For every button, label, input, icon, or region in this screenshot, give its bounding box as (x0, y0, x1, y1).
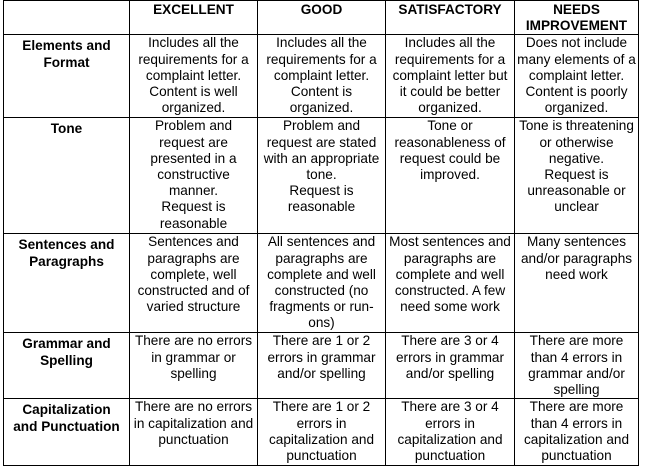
table-row-tone (4, 118, 639, 234)
cell-grammar-needs-improvement[interactable]: There are more than 4 errors in grammar and/or spelling (515, 333, 639, 399)
cell-tone-good[interactable]: Problem and request are stated with an appropriate tone. Request is reasonable (258, 118, 386, 234)
corner-cell (4, 1, 130, 35)
cell-tone-satisfactory[interactable]: Tone or reasonableness of request could be improved. (386, 118, 515, 234)
column-header-good: GOOD (258, 1, 386, 35)
cell-elements-excellent[interactable]: Includes all the requirements for a complaint letter. Content is well organized. (130, 35, 258, 118)
header-row (4, 1, 639, 35)
row-header-elements-format: Elements and Format (4, 35, 130, 118)
cell-grammar-satisfactory[interactable]: There are 3 or 4 errors in grammar and/or spelling (386, 333, 515, 399)
cell-sentences-good[interactable]: All sentences and paragraphs are complete and well constructed (no fragments or run-ons) (258, 234, 386, 333)
cell-sentences-needs-improvement[interactable]: Many sentences and/or paragraphs need work (515, 234, 639, 333)
cell-tone-excellent[interactable]: Problem and request are presented in a constructive manner. Request is reasonable (130, 118, 258, 234)
cell-grammar-good[interactable]: There are 1 or 2 errors in grammar and/or spelling (258, 333, 386, 399)
row-header-grammar-spelling: Grammar and Spelling (4, 333, 130, 399)
cell-sentences-excellent[interactable]: Sentences and paragraphs are complete, well constructed and of varied structure (130, 234, 258, 333)
cell-capitalization-excellent[interactable]: There are no errors in capitalization and punctuation (130, 399, 258, 466)
column-header-excellent: EXCELLENT (130, 1, 258, 35)
cell-sentences-satisfactory[interactable]: Most sentences and paragraphs are complete and well constructed. A few need some work (386, 234, 515, 333)
row-header-capitalization-punctuation: Capitalization and Punctuation (4, 399, 130, 466)
cell-capitalization-needs-improvement[interactable]: There are more than 4 errors in capitalization and punctuation (515, 399, 639, 466)
cell-capitalization-satisfactory[interactable]: There are 3 or 4 errors in capitalization and punctuation (386, 399, 515, 466)
column-header-needs-improvement: NEEDS IMPROVEMENT (515, 1, 639, 35)
cell-capitalization-good[interactable]: There are 1 or 2 errors in capitalization and punctuation (258, 399, 386, 466)
row-header-sentences-paragraphs: Sentences and Paragraphs (4, 234, 130, 333)
cell-elements-good[interactable]: Includes all the requirements for a complaint letter. Content is organized. (258, 35, 386, 118)
table-row-sentences-paragraphs (4, 234, 639, 333)
cell-grammar-excellent[interactable]: There are no errors in grammar or spelling (130, 333, 258, 399)
table-row-grammar-spelling (4, 333, 639, 399)
column-header-satisfactory: SATISFACTORY (386, 1, 515, 35)
table-row-elements-format (4, 35, 639, 118)
rubric-table (3, 0, 639, 466)
row-header-tone: Tone (4, 118, 130, 234)
table-row-capitalization-punctuation (4, 399, 639, 466)
cell-tone-needs-improvement[interactable]: Tone is threatening or otherwise negative. Request is unreasonable or unclear (515, 118, 639, 234)
cell-elements-needs-improvement[interactable]: Does not include many elements of a complaint letter. Content is poorly organized. (515, 35, 639, 118)
cell-elements-satisfactory[interactable]: Includes all the requirements for a complaint letter but it could be better organized. (386, 35, 515, 118)
